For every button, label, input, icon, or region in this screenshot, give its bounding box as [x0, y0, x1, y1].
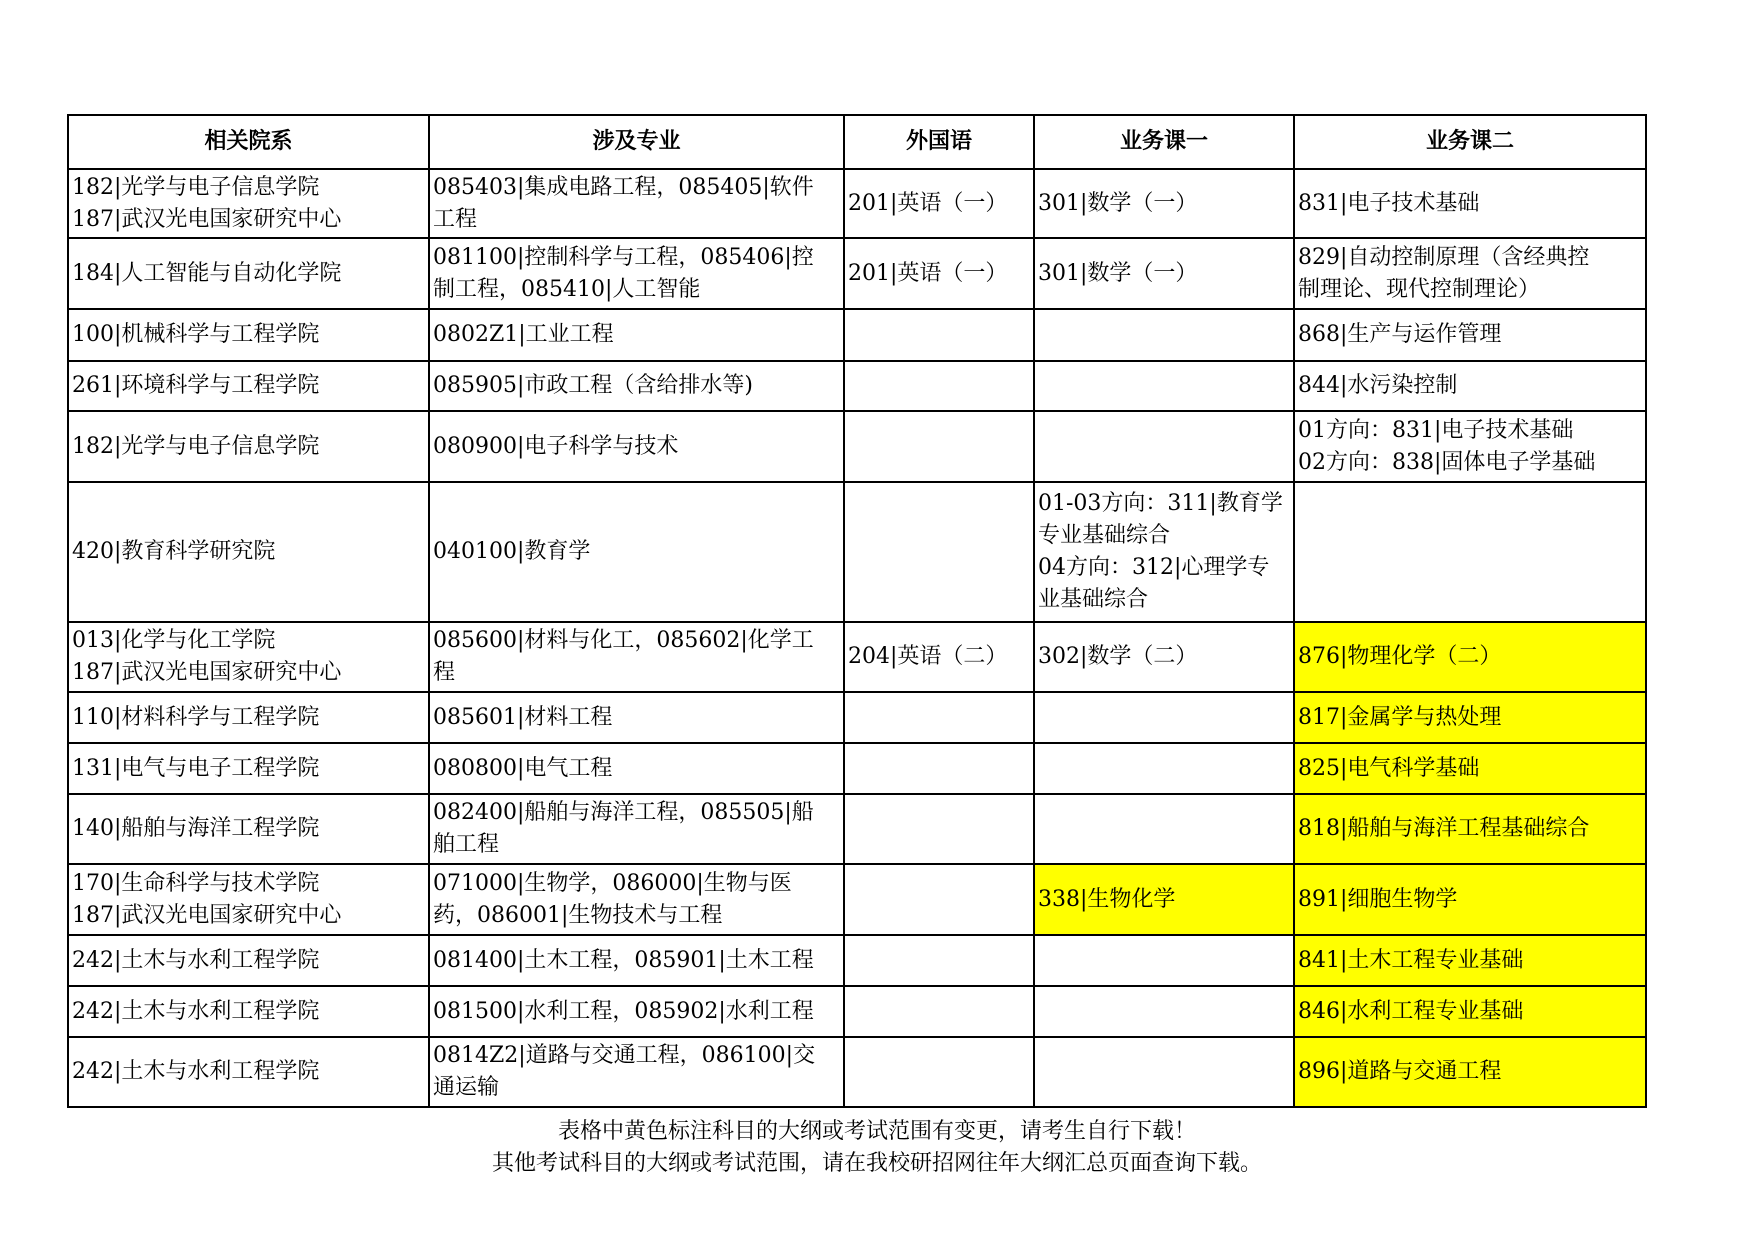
- cell-dept: [68, 692, 429, 743]
- cell-line: 868|生产与运作管理: [1298, 322, 1502, 347]
- table-row: [68, 622, 1646, 692]
- cell-foreign-language: [844, 309, 1034, 361]
- cell-major: [429, 864, 844, 935]
- cell-line: 261|环境科学与工程学院: [72, 373, 320, 398]
- cell-line: 242|土木与水利工程学院: [72, 998, 320, 1024]
- cell-line: 01-03方向：311|教育学: [1038, 491, 1283, 516]
- cell-course-one: [1034, 794, 1294, 864]
- cell-line: 818|船舶与海洋工程基础综合: [1298, 816, 1590, 841]
- cell-line: 140|船舶与海洋工程学院: [72, 816, 320, 841]
- cell-line: 896|道路与交通工程: [1298, 1059, 1502, 1084]
- table-row: [68, 743, 1646, 794]
- cell-dept: [68, 309, 429, 361]
- cell-foreign-language: [844, 482, 1034, 622]
- cell-dept: [68, 361, 429, 411]
- cell-course-two: [1294, 692, 1646, 743]
- cell-line: 301|数学（一）: [1038, 260, 1198, 286]
- cell-course-two: [1294, 309, 1646, 361]
- cell-course-one: [1034, 935, 1294, 986]
- cell-major: [429, 169, 844, 238]
- cell-foreign-language: [844, 169, 1034, 238]
- cell-major: [429, 361, 844, 411]
- table-row: [68, 309, 1646, 361]
- cell-major: [429, 238, 844, 309]
- cell-line: 02方向：838|固体电子学基础: [1298, 449, 1596, 475]
- cell-line: 242|土木与水利工程学院: [72, 947, 320, 973]
- cell-course-two: [1294, 1037, 1646, 1107]
- cell-foreign-language: [844, 238, 1034, 309]
- cell-line: 100|机械科学与工程学院: [72, 322, 320, 347]
- cell-course-two: [1294, 864, 1646, 935]
- cell-line: 302|数学（二）: [1038, 644, 1198, 669]
- cell-major: [429, 794, 844, 864]
- cell-line: 专业基础综合: [1038, 523, 1171, 548]
- table-row: [68, 864, 1646, 935]
- cell-course-one: [1034, 1037, 1294, 1107]
- cell-line: 080800|电气工程: [433, 755, 613, 781]
- table-row: [68, 361, 1646, 411]
- cell-foreign-language: [844, 794, 1034, 864]
- table-header-row: [68, 115, 1646, 169]
- cell-line: 085403|集成电路工程，085405|软件: [433, 174, 814, 200]
- cell-course-one: [1034, 864, 1294, 935]
- table-row: [68, 935, 1646, 986]
- cell-line: 182|光学与电子信息学院: [72, 433, 320, 459]
- cell-line: 242|土木与水利工程学院: [72, 1059, 320, 1084]
- cell-major: [429, 692, 844, 743]
- cell-course-two: [1294, 482, 1646, 622]
- cell-major: [429, 482, 844, 622]
- cell-line: 184|人工智能与自动化学院: [72, 260, 342, 286]
- cell-course-two: [1294, 743, 1646, 794]
- cell-dept: [68, 622, 429, 692]
- footnote: [0, 1116, 1754, 1180]
- cell-line: 04方向：312|心理学专: [1038, 555, 1270, 580]
- cell-dept: [68, 935, 429, 986]
- cell-dept: [68, 482, 429, 622]
- cell-line: 制工程，085410|人工智能: [433, 276, 701, 302]
- cell-line: 085600|材料与化工，085602|化学工: [433, 628, 814, 653]
- cell-foreign-language: [844, 935, 1034, 986]
- cell-line: 程: [433, 660, 456, 685]
- cell-line: 制理论、现代控制理论）: [1298, 276, 1541, 302]
- cell-line: 舶工程: [433, 832, 500, 857]
- cell-major: [429, 743, 844, 794]
- cell-major: [429, 935, 844, 986]
- cell-foreign-language: [844, 864, 1034, 935]
- cell-course-one: [1034, 482, 1294, 622]
- cell-foreign-language: [844, 622, 1034, 692]
- cell-dept: [68, 864, 429, 935]
- table-row: [68, 1037, 1646, 1107]
- cell-dept: [68, 169, 429, 238]
- cell-line: 844|水污染控制: [1298, 373, 1458, 398]
- cell-line: 420|教育科学研究院: [72, 539, 276, 564]
- cell-course-two: [1294, 169, 1646, 238]
- cell-line: 817|金属学与热处理: [1298, 704, 1502, 730]
- cell-major: [429, 622, 844, 692]
- cell-major: [429, 309, 844, 361]
- table-row: [68, 169, 1646, 238]
- cell-line: 0802Z1|工业工程: [433, 322, 614, 347]
- cell-course-one: [1034, 169, 1294, 238]
- cell-course-two: [1294, 935, 1646, 986]
- cell-dept: [68, 238, 429, 309]
- cell-line: 082400|船舶与海洋工程，085505|船: [433, 800, 814, 825]
- cell-foreign-language: [844, 411, 1034, 482]
- cell-foreign-language: [844, 1037, 1034, 1107]
- cell-line: 170|生命科学与技术学院: [72, 870, 320, 896]
- cell-line: 110|材料科学与工程学院: [72, 704, 320, 730]
- cell-foreign-language: [844, 986, 1034, 1037]
- cell-line: 182|光学与电子信息学院: [72, 174, 320, 200]
- footnote-line-1: 表格中黄色标注科目的大纲或考试范围有变更，请考生自行下载！: [557, 1119, 1196, 1144]
- cell-line: 846|水利工程专业基础: [1298, 998, 1524, 1024]
- cell-foreign-language: [844, 361, 1034, 411]
- cell-line: 187|武汉光电国家研究中心: [72, 660, 342, 685]
- cell-line: 201|英语（一）: [848, 190, 1008, 216]
- cell-line: 通运输: [433, 1075, 500, 1100]
- cell-line: 081100|控制科学与工程，085406|控: [433, 244, 814, 270]
- table-row: [68, 238, 1646, 309]
- cell-line: 825|电气科学基础: [1298, 755, 1480, 781]
- cell-line: 876|物理化学（二）: [1298, 644, 1502, 669]
- table-row: [68, 794, 1646, 864]
- cell-line: 071000|生物学，086000|生物与医: [433, 870, 792, 896]
- cell-line: 081400|土木工程，085901|土木工程: [433, 947, 814, 973]
- cell-course-two: [1294, 238, 1646, 309]
- cell-line: 187|武汉光电国家研究中心: [72, 206, 342, 232]
- cell-course-one: [1034, 622, 1294, 692]
- cell-line: 204|英语（二）: [848, 644, 1008, 669]
- cell-line: 工程: [433, 206, 478, 232]
- table-body: [68, 169, 1646, 1107]
- cell-dept: [68, 794, 429, 864]
- header-dept: 相关院系: [68, 115, 429, 169]
- cell-course-one: [1034, 986, 1294, 1037]
- cell-line: 080900|电子科学与技术: [433, 433, 679, 459]
- cell-course-one: [1034, 309, 1294, 361]
- cell-line: 829|自动控制原理（含经典控: [1298, 244, 1590, 270]
- cell-dept: [68, 743, 429, 794]
- cell-line: 831|电子技术基础: [1298, 190, 1480, 216]
- cell-line: 081500|水利工程，085902|水利工程: [433, 998, 814, 1024]
- cell-foreign-language: [844, 743, 1034, 794]
- cell-line: 338|生物化学: [1038, 886, 1176, 912]
- table-row: [68, 692, 1646, 743]
- cell-line: 085905|市政工程（含给排水等): [433, 373, 753, 398]
- cell-line: 891|细胞生物学: [1298, 886, 1458, 912]
- cell-line: 085601|材料工程: [433, 704, 613, 730]
- header-course-one: 业务课一: [1034, 115, 1294, 169]
- cell-major: [429, 986, 844, 1037]
- cell-dept: [68, 986, 429, 1037]
- cell-line: 841|土木工程专业基础: [1298, 947, 1524, 973]
- cell-line: 201|英语（一）: [848, 260, 1008, 286]
- exam-subjects-table: [67, 114, 1647, 1108]
- cell-line: 301|数学（一）: [1038, 190, 1198, 216]
- table-row: [68, 482, 1646, 622]
- cell-course-one: [1034, 361, 1294, 411]
- cell-line: 013|化学与化工学院: [72, 628, 276, 653]
- cell-major: [429, 411, 844, 482]
- cell-major: [429, 1037, 844, 1107]
- cell-line: 131|电气与电子工程学院: [72, 755, 320, 781]
- cell-course-two: [1294, 411, 1646, 482]
- cell-course-two: [1294, 794, 1646, 864]
- header-major: 涉及专业: [429, 115, 844, 169]
- cell-line: 0814Z2|道路与交通工程，086100|交: [433, 1043, 816, 1068]
- cell-course-two: [1294, 986, 1646, 1037]
- cell-line: 040100|教育学: [433, 539, 591, 564]
- cell-dept: [68, 411, 429, 482]
- header-course-two: 业务课二: [1294, 115, 1646, 169]
- table-row: [68, 986, 1646, 1037]
- cell-course-two: [1294, 361, 1646, 411]
- table-row: [68, 411, 1646, 482]
- cell-course-one: [1034, 743, 1294, 794]
- cell-line: 业基础综合: [1038, 587, 1149, 612]
- cell-line: 药，086001|生物技术与工程: [433, 902, 723, 928]
- header-foreign-language: 外国语: [844, 115, 1034, 169]
- cell-line: 187|武汉光电国家研究中心: [72, 902, 342, 928]
- cell-course-one: [1034, 411, 1294, 482]
- cell-line: 01方向：831|电子技术基础: [1298, 417, 1574, 443]
- cell-foreign-language: [844, 692, 1034, 743]
- footnote-line-2: 其他考试科目的大纲或考试范围，请在我校研招网往年大纲汇总页面查询下载。: [491, 1151, 1262, 1176]
- cell-course-two: [1294, 622, 1646, 692]
- cell-course-one: [1034, 692, 1294, 743]
- cell-course-one: [1034, 238, 1294, 309]
- cell-dept: [68, 1037, 429, 1107]
